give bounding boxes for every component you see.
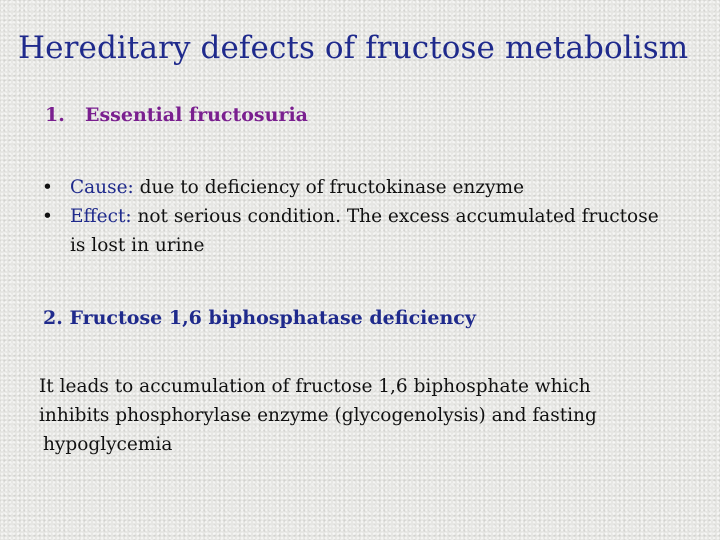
slide-title: Hereditary defects of fructose metabolism [18, 30, 689, 66]
section-2-paragraph [39, 372, 679, 459]
paragraph-line: It leads to accumulation of fructose 1,6 biphosphate which [39, 376, 591, 397]
bullet-text-effect: not serious condition. The excess accumulated fructose is lost in urine [70, 206, 659, 256]
bullet-marker: • [42, 206, 53, 227]
bullet-label-cause: Cause: [70, 177, 134, 198]
paragraph-line: inhibits phosphorylase enzyme (glycogenolysis) and fasting [39, 405, 597, 426]
bullet-label-effect: Effect: [70, 206, 132, 227]
section-1-bullet-list [42, 173, 662, 260]
section-1-heading-text: Essential fructosuria [85, 104, 308, 126]
section-1-heading [45, 104, 308, 126]
bullet-marker: • [42, 177, 53, 198]
paragraph-line: hypoglycemia [43, 434, 173, 455]
bullet-text-cause: due to deficiency of fructokinase enzyme [133, 177, 525, 198]
bullet-item-cause [42, 173, 662, 202]
bullet-item-effect [42, 202, 662, 260]
section-2-heading: 2. Fructose 1,6 biphosphatase deficiency [43, 307, 476, 329]
section-1-number: 1. [45, 104, 65, 126]
